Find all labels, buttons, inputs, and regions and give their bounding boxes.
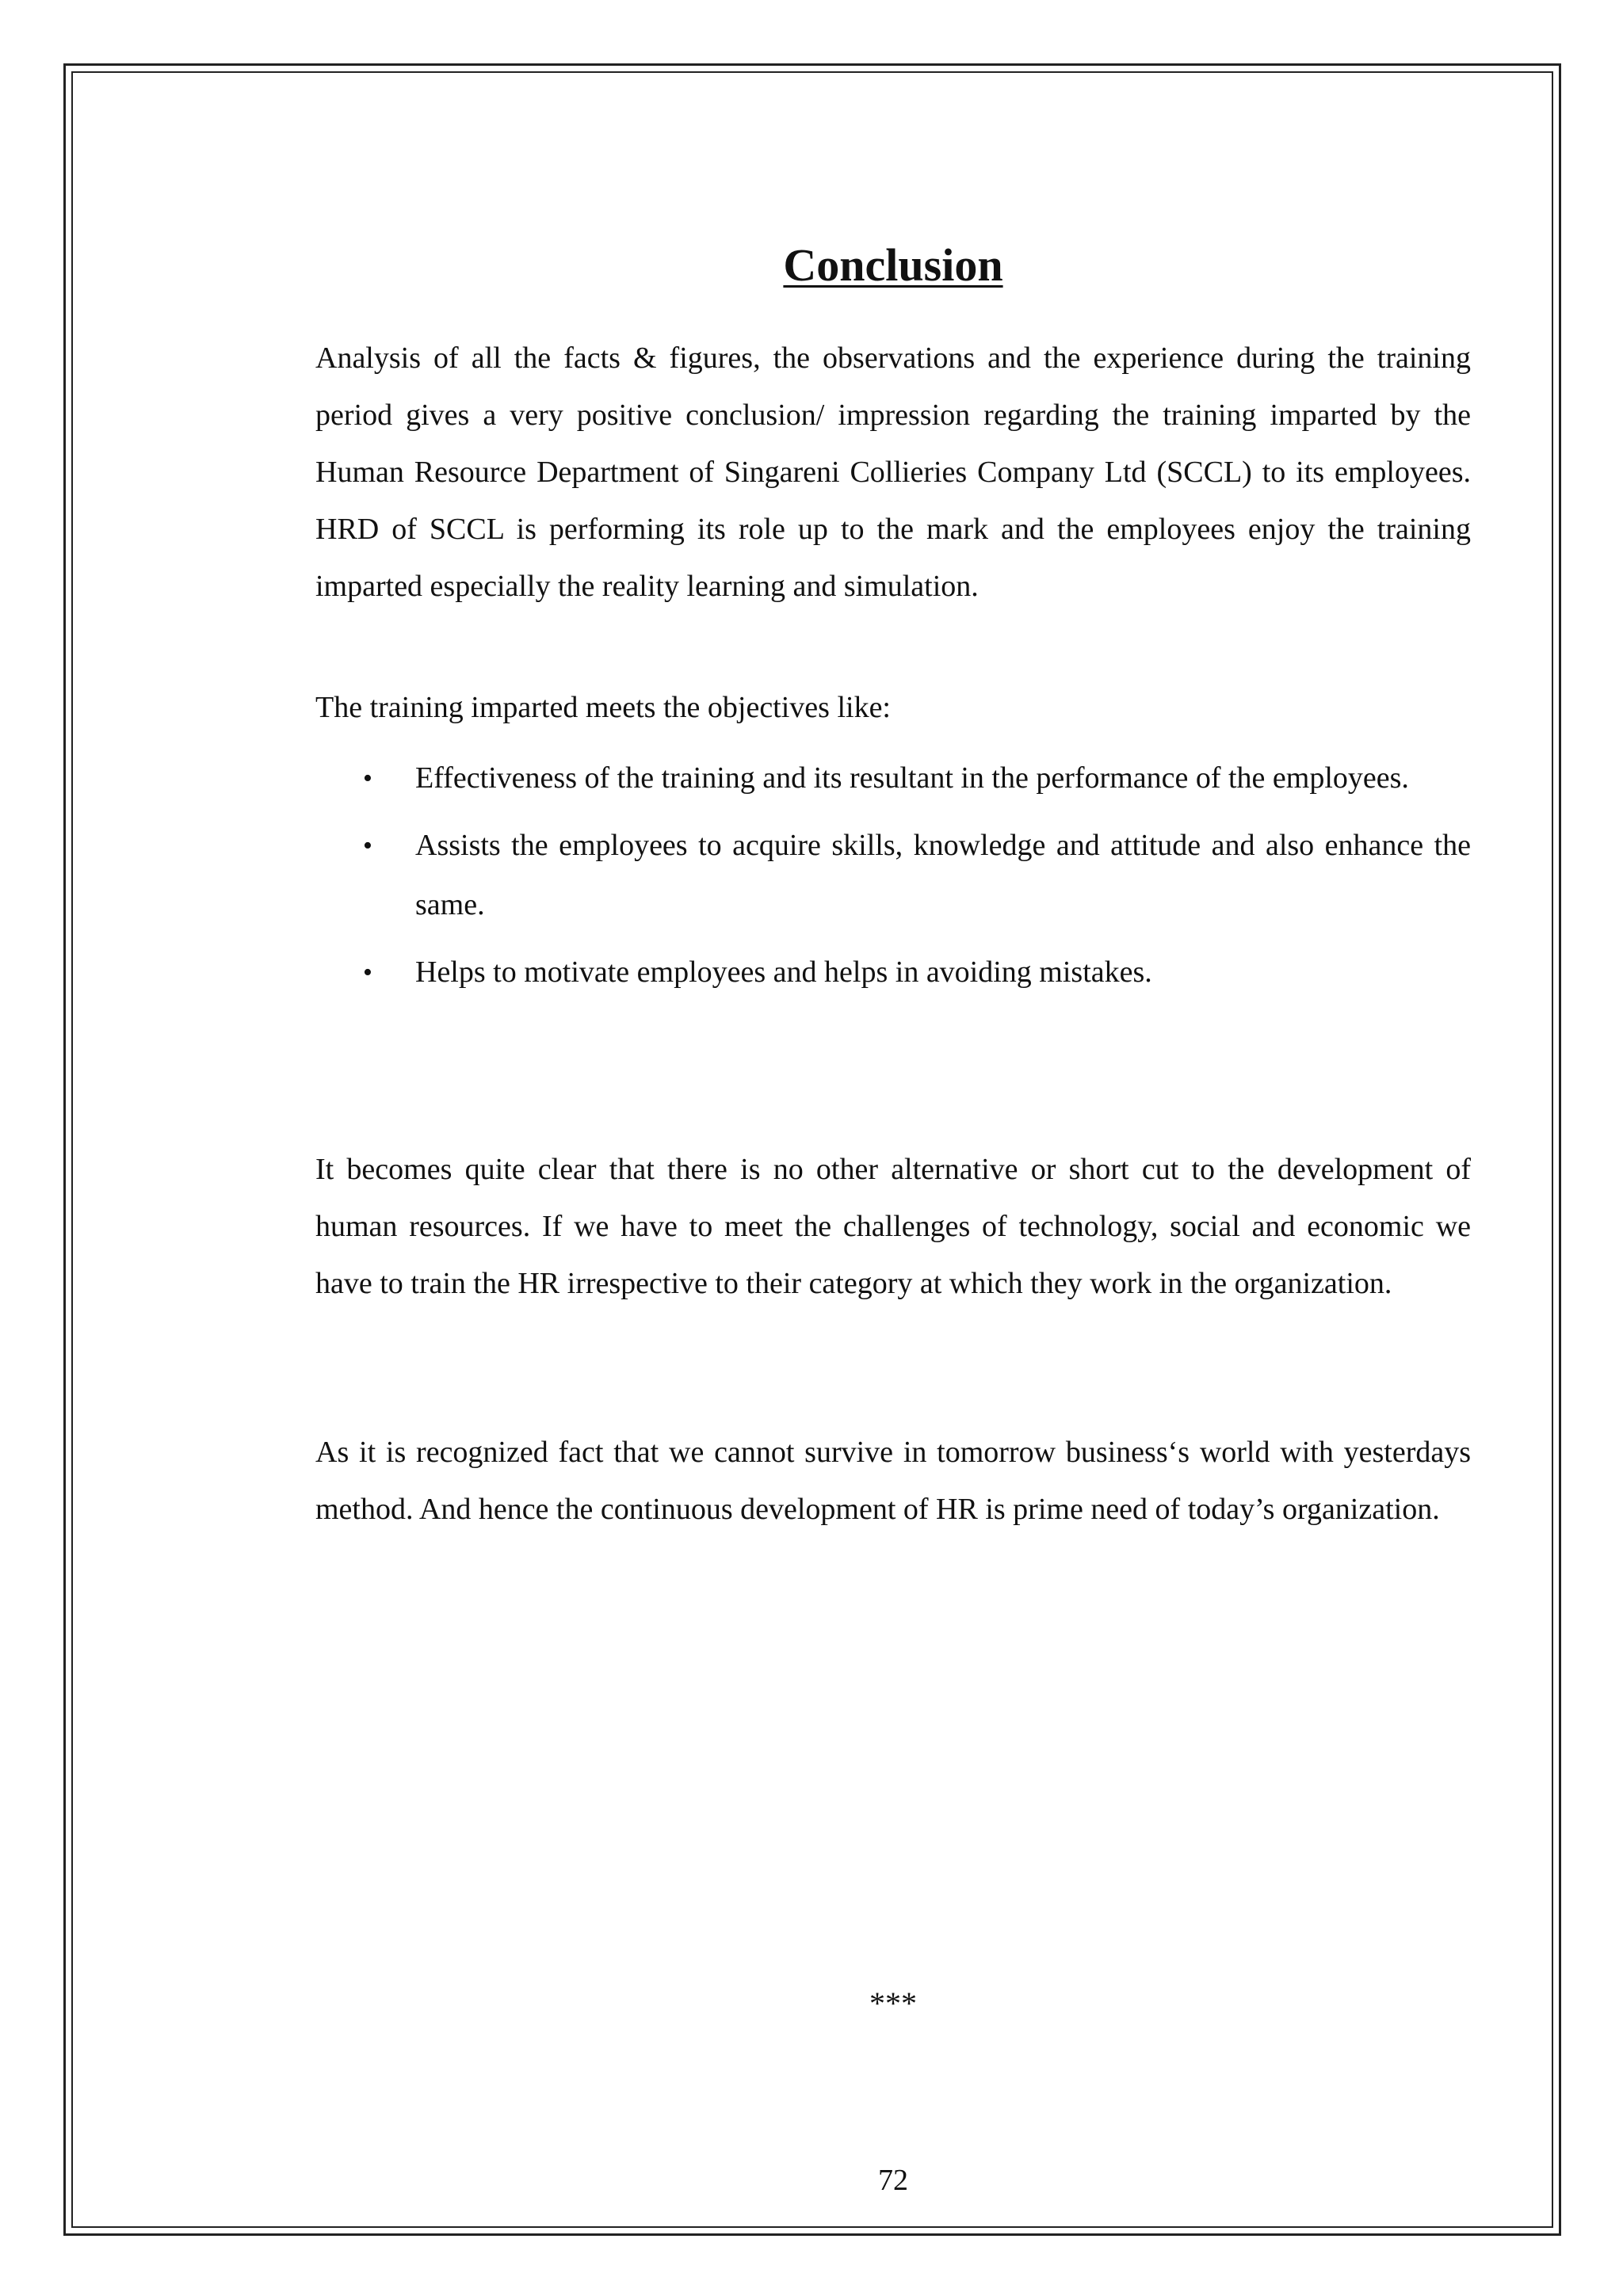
page-number: 72 bbox=[878, 2164, 908, 2197]
paragraph-development: It becomes quite clear that there is no other alternative or short cut to the development of human resources. If we have to meet the challenges of technology, social and economic we have to train the HR irrespective to their category at which they work in the organization. bbox=[315, 1153, 1471, 1300]
list-item bbox=[315, 749, 1471, 808]
list-item-text: Helps to motivate employees and helps in avoiding mistakes. bbox=[415, 955, 1152, 989]
end-mark: *** bbox=[869, 1985, 917, 2021]
bullet-icon: • bbox=[363, 764, 372, 793]
bullet-icon: • bbox=[363, 958, 372, 987]
paragraph-objectives-intro: The training imparted meets the objectives like: bbox=[315, 691, 891, 724]
paragraph-analysis: Analysis of all the facts & figures, the observations and the experience during the training period gives a very positive conclusion/ impression regarding the training imparted by the Human Resource Department of Singareni Collieries Company Ltd (SCCL) to its employees. HRD of SCCL is performing its role up to the mark and the employees enjoy the training imparted especially the reality learning and simulation. bbox=[315, 341, 1471, 603]
list-item bbox=[315, 943, 1471, 1002]
page-title: Conclusion bbox=[783, 239, 1003, 291]
bullet-icon: • bbox=[363, 831, 372, 860]
paragraph-recognized-fact: As it is recognized fact that we cannot survive in tomorrow business‘s world with yesterdays method. And hence the continuous development of HR is prime need of today’s organization. bbox=[315, 1436, 1471, 1526]
list-item-text: Assists the employees to acquire skills, knowledge and attitude and also enhance the same. bbox=[415, 829, 1471, 921]
list-item bbox=[315, 816, 1471, 935]
list-item-text: Effectiveness of the training and its resultant in the performance of the employees. bbox=[415, 761, 1409, 795]
objectives-list bbox=[315, 749, 1471, 1010]
